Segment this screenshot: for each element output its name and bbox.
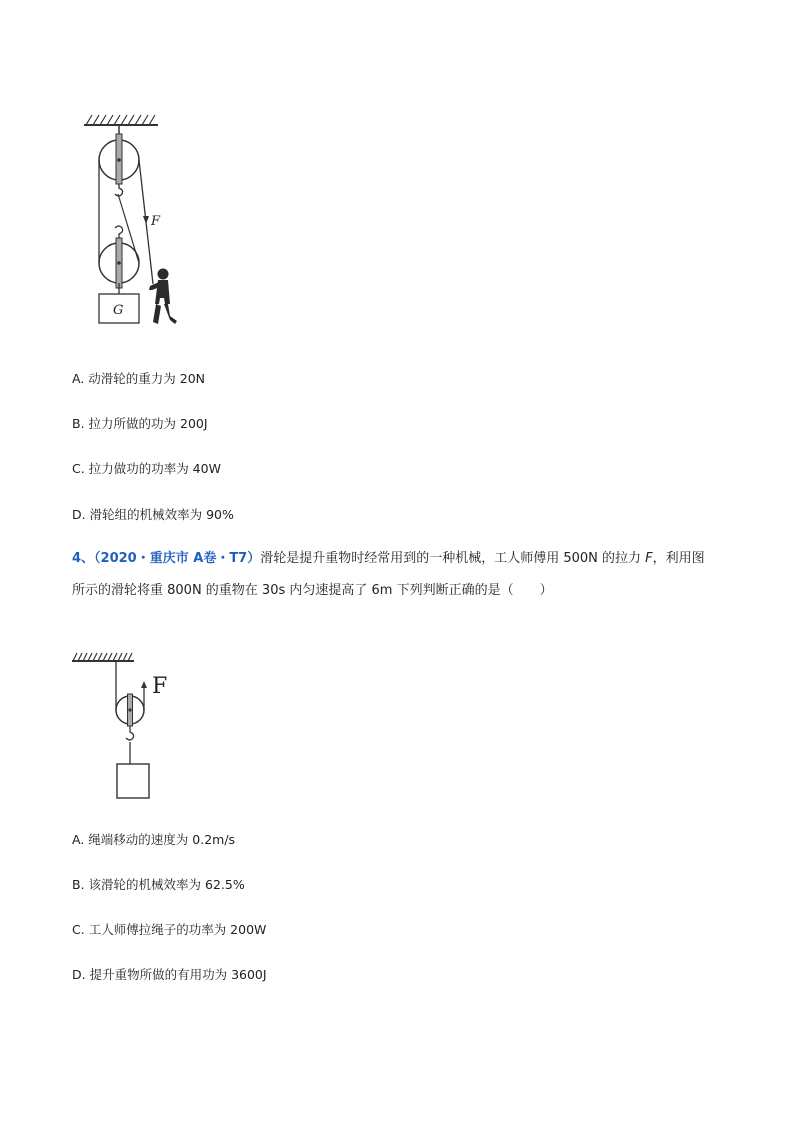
q3-option-b[interactable] [72,416,208,432]
ceiling-hatch [73,653,132,661]
option-letter: B. [72,877,85,892]
question-source: （2020・重庆市 A卷・T7） [94,551,261,566]
option-text: 滑轮组的机械效率为 90% [89,507,234,522]
option-text: 该滑轮的机械效率为 62.5% [88,877,245,892]
option-letter: B. [72,416,85,431]
option-letter: A. [72,832,85,847]
q4-option-a[interactable] [72,832,235,848]
q4-option-c[interactable] [72,922,266,938]
force-label: F [152,674,168,699]
option-letter: C. [72,922,85,937]
person-figure [149,269,177,325]
q3-option-a[interactable] [72,371,205,387]
q3-option-d[interactable] [72,507,234,523]
option-text: 工人师傅拉绳子的功率为 200W [88,922,267,937]
ceiling-hatch [86,115,155,125]
option-letter: D. [72,507,86,522]
option-text: 拉力做功的功率为 40W [88,461,221,476]
single-pulley-figure [70,648,190,806]
option-text: 拉力所做的功为 200J [88,416,208,431]
q4-stem-line-1 [72,550,705,568]
option-letter: C. [72,461,85,476]
pulley-block-figure [80,108,200,330]
q4-option-b[interactable] [72,877,245,893]
question-number: 4、 [72,551,95,566]
stem-text: 滑轮是提升重物时经常用到的一种机械，工人师傅用 500N 的拉力 [260,551,646,566]
q4-stem-line-2 [72,582,553,600]
weight-label: G [113,303,124,318]
q4-option-d[interactable] [72,967,267,983]
option-text: 绳端移动的速度为 0.2m/s [88,832,236,847]
stem-text-end: ，利用图 [652,551,705,566]
single-pulley-diagram [70,648,190,806]
option-text: 动滑轮的重力为 20N [88,371,206,386]
option-letter: D. [72,967,86,982]
force-label: F [151,214,161,229]
pulley-block-diagram [80,108,200,330]
stem-variable: F [645,551,653,566]
option-text: 提升重物所做的有用功为 3600J [89,967,267,982]
weight-box [117,764,149,798]
option-letter: A. [72,371,85,386]
q3-option-c[interactable] [72,461,221,477]
stem-text-line2: 所示的滑轮将重 800N 的重物在 30s 内匀速提高了 6m 下列判断正确的是（ ） [72,583,553,598]
